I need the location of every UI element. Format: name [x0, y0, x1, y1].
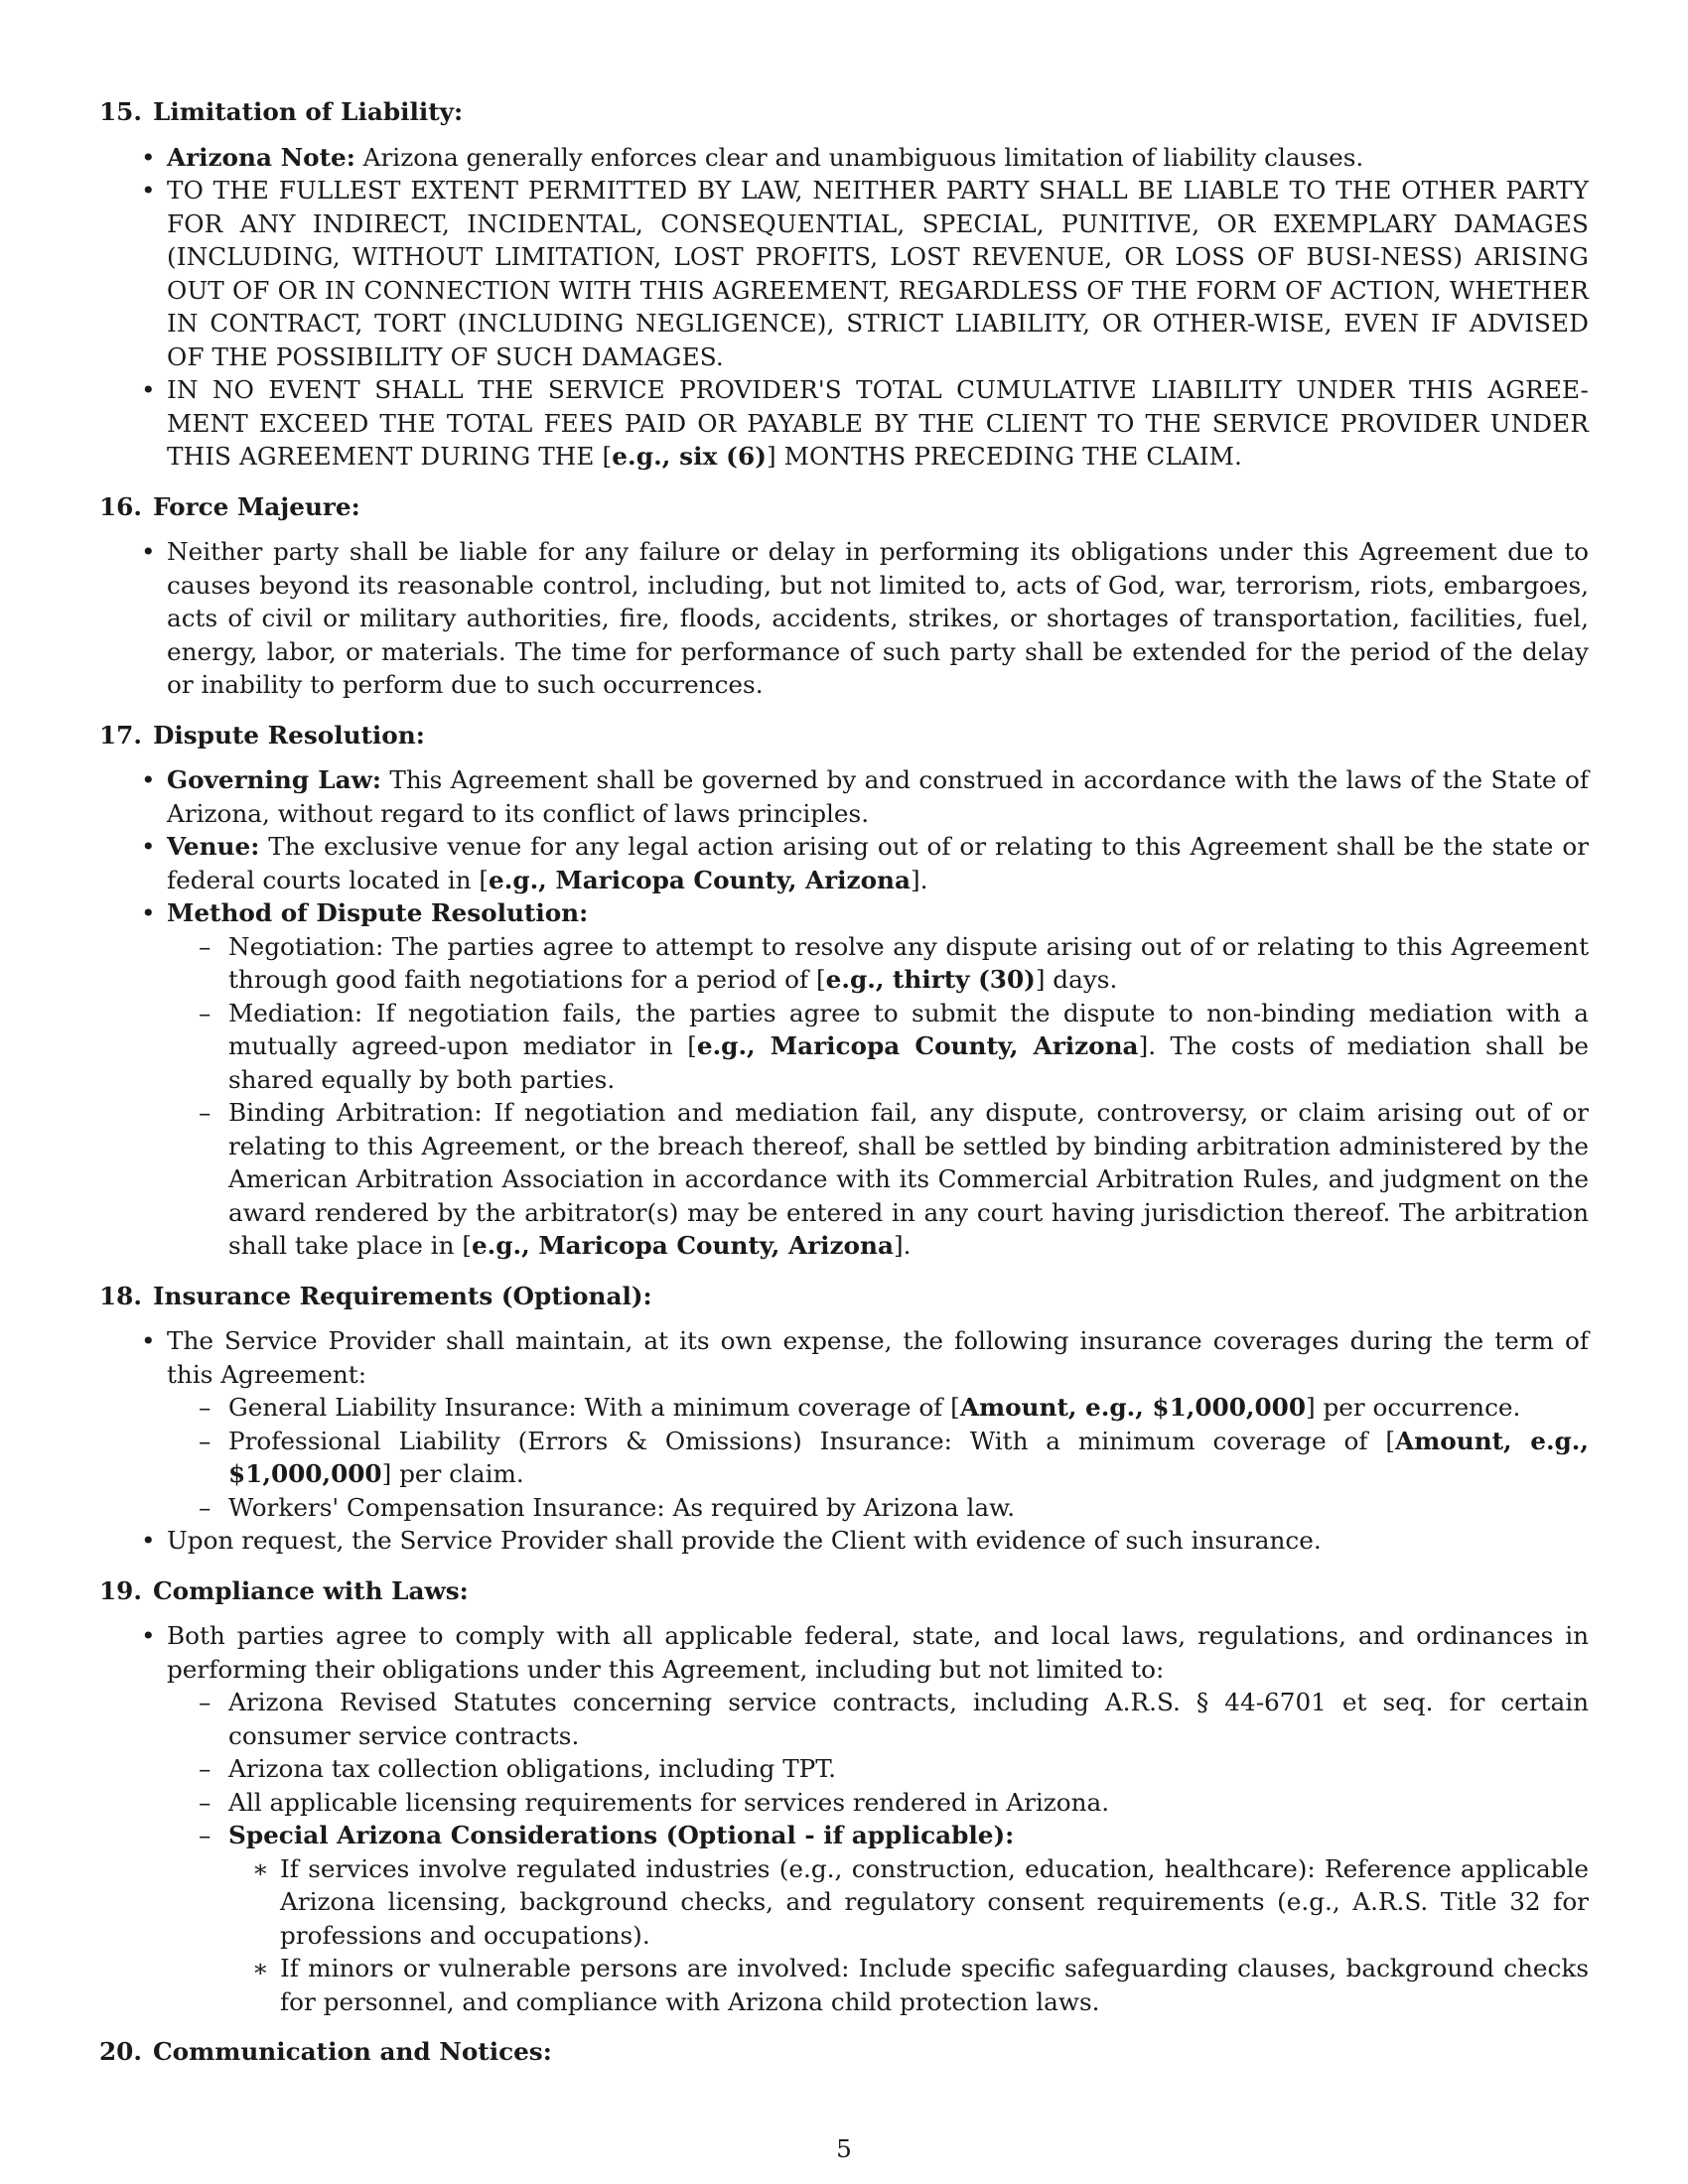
section-number: 19. — [99, 1575, 142, 1605]
sub-list-item: – General Liability Insurance: With a minimum coverage of [Amount, e.g., $1,000,000] per occurrence. — [99, 1391, 1589, 1425]
sub-list-item: – Professional Liability (Errors & Omissions) Insurance: With a minimum coverage of [Amount, e.g., $1,000,000] per claim. — [99, 1425, 1589, 1491]
list-item: • The Service Provider shall maintain, at its own expense, the following insurance coverages during the term of this Agreement: — [99, 1324, 1589, 1391]
section-number: 18. — [99, 1281, 142, 1310]
section-communication-and-notices — [99, 2035, 1589, 2069]
section-number: 16. — [99, 491, 142, 521]
list-item: • IN NO EVENT SHALL THE SERVICE PROVIDER'S TOTAL CUMULATIVE LIABILITY UNDER THIS AGREE-MENT EXCEED THE TOTAL FEES PAID OR PAYABLE BY THE CLIENT TO THE SERVICE PROVIDER UNDER THIS AGREEMENT DURING THE [e.g., six (6)] MONTHS PRECEDING THE CLAIM. — [99, 373, 1589, 474]
bullet-list — [99, 535, 1589, 702]
section-force-majeure — [99, 490, 1589, 702]
section-title: Dispute Resolution: — [153, 720, 425, 750]
section-dispute-resolution — [99, 719, 1589, 1263]
sub-list-item: – Arizona Revised Statutes concerning service contracts, including A.R.S. § 44-6701 et seq. for certain consumer service contracts. — [99, 1686, 1589, 1752]
list-item: • Arizona Note: Arizona generally enforces clear and unambiguous limitation of liability clauses. — [99, 141, 1589, 175]
sub-list-item: – Mediation: If negotiation fails, the parties agree to submit the dispute to non-binding mediation with a mutually agreed-upon mediator in [e.g., Maricopa County, Arizona]. The costs of mediation shall be shared equally by both parties. — [99, 997, 1589, 1097]
section-heading — [99, 95, 1589, 129]
sub-list-item: – Binding Arbitration: If negotiation and mediation fail, any dispute, controversy, or claim arising out of or relating to this Agreement, or the breach thereof, shall be settled by binding arbitration administered by the American Arbitration Association in accordance with its Commercial Arbitration Rules, and judgment on the award rendered by the arbitrator(s) may be entered in any court having jurisdiction thereof. The arbitration shall take place in [e.g., Maricopa County, Arizona]. — [99, 1096, 1589, 1263]
section-number: 17. — [99, 720, 142, 750]
bullet-list — [99, 141, 1589, 474]
list-item: • TO THE FULLEST EXTENT PERMITTED BY LAW, NEITHER PARTY SHALL BE LIABLE TO THE OTHER PARTY FOR ANY INDIRECT, INCIDENTAL, CONSEQUENTIAL, SPECIAL, PUNITIVE, OR EXEMPLARY DAMAGES (INCLUDING, WITHOUT LIMITATION, LOST PROFITS, LOST REVENUE, OR LOSS OF BUSI-NESS) ARISING OUT OF OR IN CONNECTION WITH THIS AGREEMENT, REGARDLESS OF THE FORM OF ACTION, WHETHER IN CONTRACT, TORT (INCLUDING NEGLIGENCE), STRICT LIABILITY, OR OTHER-WISE, EVEN IF ADVISED OF THE POSSIBILITY OF SUCH DAMAGES. — [99, 174, 1589, 373]
section-title: Force Majeure: — [153, 491, 360, 521]
sub-sub-list-item: ∗ If services involve regulated industries (e.g., construction, education, healthcare): Reference applicable Arizona licensing, background checks, and regulatory consent requirements (e.g., A.R.S. Title 32 for professions and occupations). — [99, 1852, 1589, 1953]
page-number: 5 — [836, 2134, 852, 2163]
sub-list-item: – Arizona tax collection obligations, including TPT. — [99, 1752, 1589, 1786]
section-title: Compliance with Laws: — [153, 1575, 469, 1605]
list-item: • Upon request, the Service Provider shall provide the Client with evidence of such insurance. — [99, 1524, 1589, 1558]
section-compliance-with-laws — [99, 1574, 1589, 2019]
sub-sub-list-item: ∗ If minors or vulnerable persons are involved: Include specific safeguarding clauses, background checks for personnel, and compliance with Arizona child protection laws. — [99, 1952, 1589, 2018]
list-item: • Venue: The exclusive venue for any legal action arising out of or relating to this Agreement shall be the state or federal courts located in [e.g., Maricopa County, Arizona]. — [99, 830, 1589, 896]
section-number: 15. — [99, 97, 142, 126]
list-item: • Both parties agree to comply with all applicable federal, state, and local laws, regulations, and ordinances in performing their obligations under this Agreement, including but not limited to: — [99, 1619, 1589, 1686]
section-heading — [99, 490, 1589, 524]
section-heading — [99, 1574, 1589, 1608]
sub-list-item: – All applicable licensing requirements for services rendered in Arizona. — [99, 1786, 1589, 1820]
list-item: • Governing Law: This Agreement shall be governed by and construed in accordance with the laws of the State of Arizona, without regard to its conflict of laws principles. — [99, 763, 1589, 830]
section-title: Limitation of Liability: — [153, 97, 464, 126]
bullet-list — [99, 763, 1589, 1263]
section-number: 20. — [99, 2037, 142, 2066]
sub-list-item: – Negotiation: The parties agree to attempt to resolve any dispute arising out of or relating to this Agreement through good faith negotiations for a period of [e.g., thirty (30)] days. — [99, 930, 1589, 997]
section-heading — [99, 719, 1589, 752]
section-insurance-requirements — [99, 1280, 1589, 1558]
sub-list-item: – Workers' Compensation Insurance: As required by Arizona law. — [99, 1491, 1589, 1525]
section-heading — [99, 1280, 1589, 1313]
bullet-list — [99, 1619, 1589, 2018]
section-limitation-of-liability — [99, 95, 1589, 474]
sub-list-item: – Special Arizona Considerations (Optional - if applicable): — [99, 1819, 1589, 1852]
list-item: • Method of Dispute Resolution: — [99, 896, 1589, 930]
list-item: • Neither party shall be liable for any failure or delay in performing its obligations under this Agreement due to causes beyond its reasonable control, including, but not limited to, acts of God, war, terrorism, riots, embargoes, acts of civil or military authorities, fire, floods, accidents, strikes, or shortages of transportation, facilities, fuel, energy, labor, or materials. The time for performance of such party shall be extended for the period of the delay or inability to perform due to such occurrences. — [99, 535, 1589, 702]
document-body — [99, 95, 1589, 2086]
section-heading — [99, 2035, 1589, 2069]
bullet-list — [99, 1324, 1589, 1558]
section-title: Insurance Requirements (Optional): — [153, 1281, 652, 1310]
section-title: Communication and Notices: — [153, 2037, 552, 2066]
